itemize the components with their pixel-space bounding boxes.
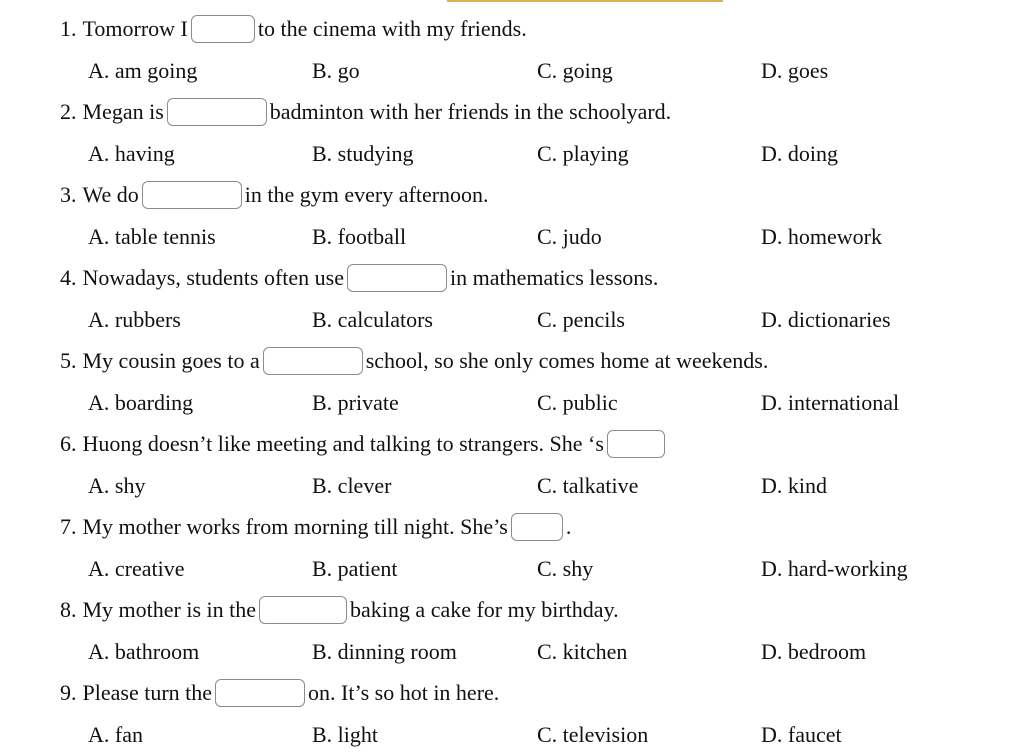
stem-before-blank: My mother works from morning till night. She’s (82, 514, 508, 539)
stem-after-blank: on. It’s so hot in here. (308, 680, 500, 705)
stem-before-blank: Megan is (82, 99, 164, 124)
question-stem (60, 180, 489, 210)
option-a[interactable]: A. having (88, 141, 175, 166)
question-number: 8. (60, 597, 77, 622)
stem-after-blank: baking a cake for my birthday. (350, 597, 619, 622)
option-c[interactable]: C. pencils (537, 307, 625, 332)
option-a[interactable]: A. am going (88, 58, 198, 83)
question-number: 2. (60, 99, 77, 124)
question-stem (60, 429, 668, 459)
question-7 (0, 498, 1024, 581)
option-c[interactable]: C. television (537, 722, 649, 747)
stem-after-blank: . (565, 514, 572, 539)
option-d[interactable]: D. faucet (761, 722, 842, 747)
question-number: 5. (60, 348, 77, 373)
question-number: 4. (60, 265, 77, 290)
option-c[interactable]: C. shy (537, 556, 594, 581)
question-stem (60, 97, 671, 127)
question-4 (0, 249, 1024, 332)
option-b[interactable]: B. football (312, 224, 407, 249)
question-number: 1. (60, 16, 77, 41)
option-d[interactable]: D. kind (761, 473, 827, 498)
answer-blank[interactable] (191, 15, 255, 43)
option-a[interactable]: A. table tennis (88, 224, 216, 249)
answer-blank[interactable] (511, 513, 563, 541)
option-d[interactable]: D. goes (761, 58, 829, 83)
stem-after-blank: school, so she only comes home at weekends. (365, 348, 769, 373)
option-b[interactable]: B. private (312, 390, 399, 415)
answer-blank[interactable] (215, 679, 305, 707)
stem-after-blank: to the cinema with my friends. (257, 16, 527, 41)
question-2 (0, 83, 1024, 166)
option-b[interactable]: B. go (312, 58, 360, 83)
option-d[interactable]: D. hard-working (761, 556, 908, 581)
option-c[interactable]: C. kitchen (537, 639, 628, 664)
question-stem (60, 595, 619, 625)
question-number: 3. (60, 182, 77, 207)
question-stem (60, 346, 768, 376)
option-a[interactable]: A. creative (88, 556, 185, 581)
answer-blank[interactable] (263, 347, 363, 375)
question-stem (60, 512, 571, 542)
question-stem (60, 678, 499, 708)
question-6 (0, 415, 1024, 498)
question-number: 6. (60, 431, 77, 456)
option-b[interactable]: B. studying (312, 141, 414, 166)
option-c[interactable]: C. public (537, 390, 618, 415)
stem-before-blank: We do (82, 182, 139, 207)
stem-before-blank: My cousin goes to a (82, 348, 260, 373)
stem-before-blank: Tomorrow I (82, 16, 188, 41)
stem-before-blank: Please turn the (82, 680, 213, 705)
question-9 (0, 664, 1024, 747)
option-b[interactable]: B. dinning room (312, 639, 457, 664)
question-number: 7. (60, 514, 77, 539)
option-a[interactable]: A. bathroom (88, 639, 200, 664)
option-d[interactable]: D. international (761, 390, 900, 415)
answer-blank[interactable] (142, 181, 242, 209)
stem-after-blank: in mathematics lessons. (450, 265, 659, 290)
answer-blank[interactable] (167, 98, 267, 126)
stem-after-blank: in the gym every afternoon. (244, 182, 489, 207)
question-5 (0, 332, 1024, 415)
option-d[interactable]: D. doing (761, 141, 838, 166)
answer-blank[interactable] (347, 264, 447, 292)
answer-blank[interactable] (259, 596, 347, 624)
question-1 (0, 0, 1024, 83)
option-a[interactable]: A. rubbers (88, 307, 181, 332)
answer-blank[interactable] (607, 430, 665, 458)
stem-before-blank: My mother is in the (82, 597, 257, 622)
option-d[interactable]: D. bedroom (761, 639, 867, 664)
question-3 (0, 166, 1024, 249)
option-b[interactable]: B. calculators (312, 307, 433, 332)
option-a[interactable]: A. fan (88, 722, 143, 747)
stem-after-blank: badminton with her friends in the schoolyard. (269, 99, 672, 124)
question-stem (60, 14, 527, 44)
option-b[interactable]: B. light (312, 722, 379, 747)
option-b[interactable]: B. patient (312, 556, 398, 581)
question-number: 9. (60, 680, 77, 705)
option-c[interactable]: C. playing (537, 141, 629, 166)
stem-before-blank: Nowadays, students often use (82, 265, 345, 290)
stem-before-blank: Huong doesn’t like meeting and talking to strangers. She ‘s (82, 431, 604, 456)
option-d[interactable]: D. homework (761, 224, 882, 249)
option-c[interactable]: C. judo (537, 224, 602, 249)
option-c[interactable]: C. talkative (537, 473, 639, 498)
question-stem (60, 263, 658, 293)
option-a[interactable]: A. shy (88, 473, 146, 498)
question-8 (0, 581, 1024, 664)
option-a[interactable]: A. boarding (88, 390, 194, 415)
option-b[interactable]: B. clever (312, 473, 392, 498)
option-d[interactable]: D. dictionaries (761, 307, 891, 332)
option-c[interactable]: C. going (537, 58, 613, 83)
